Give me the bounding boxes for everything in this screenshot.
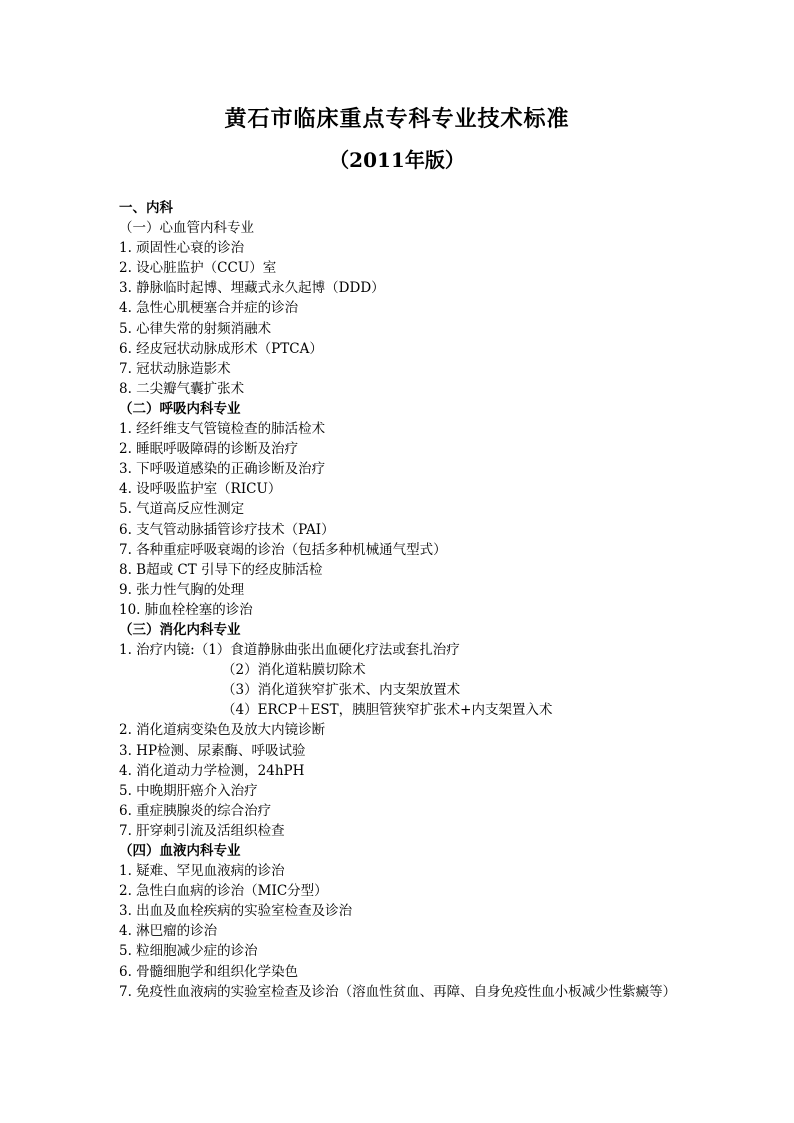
list-item: 5. 中晚期肝癌介入治疗 xyxy=(119,782,258,799)
list-item: 8. B超或 CT 引导下的经皮肺活检 xyxy=(119,561,323,578)
document-title: 黄石市临床重点专科专业技术标准 xyxy=(224,106,570,132)
list-item: 5. 心律失常的射频消融术 xyxy=(119,320,272,337)
list-item: 4. 淋巴瘤的诊治 xyxy=(119,923,218,940)
list-item: （3）消化道狭窄扩张术、内支架放置术 xyxy=(222,682,461,699)
list-item: 4. 急性心肌梗塞合并症的诊治 xyxy=(119,300,299,317)
section-heading: 一、内科 xyxy=(119,200,173,216)
section-heading: （四）血液内科专业 xyxy=(119,843,241,859)
list-item: 9. 张力性气胸的处理 xyxy=(119,581,245,598)
list-item: 3. 出血及血栓疾病的实验室检查及诊治 xyxy=(119,903,353,920)
document-subtitle: （2011年版） xyxy=(329,148,465,172)
list-item: 3. 静脉临时起博、埋藏式永久起博（DDD） xyxy=(119,280,385,297)
list-item: 7. 各种重症呼吸衰竭的诊治（包括多种机械通气型式） xyxy=(119,541,447,558)
list-item: 7. 免疫性血液病的实验室检查及诊治（溶血性贫血、再障、自身免疫性血小板减少性紫癜等） xyxy=(119,983,677,1000)
list-item: 1. 顽固性心衰的诊治 xyxy=(119,240,245,257)
section-heading: （二）呼吸内科专业 xyxy=(119,400,241,417)
list-item: 1. 治疗内镜:（1）食道静脉曲张出血硬化疗法或套扎治疗 xyxy=(119,642,460,659)
list-item: 2. 设心脏监护（CCU）室 xyxy=(119,260,277,277)
list-item: 5. 气道高反应性测定 xyxy=(119,501,245,518)
list-item: 4. 设呼吸监护室（RICU） xyxy=(119,481,282,498)
list-item: 1. 疑难、罕见血液病的诊治 xyxy=(119,863,285,880)
list-item: 7. 肝穿刺引流及活组织检查 xyxy=(119,822,285,839)
list-item: 2. 睡眠呼吸障碍的诊断及治疗 xyxy=(119,441,299,458)
list-item: 2. 消化道病变染色及放大内镜诊断 xyxy=(119,722,326,739)
list-item: 6. 经皮冠状动脉成形术（PTCA） xyxy=(119,340,323,357)
list-item: 7. 冠状动脉造影术 xyxy=(119,360,231,377)
list-item: 5. 粒细胞减少症的诊治 xyxy=(119,943,258,960)
list-item: 3. 下呼吸道感染的正确诊断及治疗 xyxy=(119,461,326,478)
list-item: 2. 急性白血病的诊治（MIC分型） xyxy=(119,883,328,900)
list-item: （4）ERCP＋EST，胰胆管狭窄扩张术+内支架置入术 xyxy=(222,702,553,719)
list-item: （2）消化道粘膜切除术 xyxy=(222,662,366,679)
list-item: 8. 二尖瓣气囊扩张术 xyxy=(119,380,245,397)
list-item: 3. HP检测、尿素酶、呼吸试验 xyxy=(119,742,306,759)
list-item: （一）心血管内科专业 xyxy=(119,220,254,237)
list-item: 1. 经纤维支气管镜检查的肺活检术 xyxy=(119,421,326,438)
list-item: 6. 骨髓细胞学和组织化学染色 xyxy=(119,963,299,980)
list-item: 4. 消化道动力学检测，24hPH xyxy=(119,762,305,779)
list-item: 6. 支气管动脉插管诊疗技术（PAI） xyxy=(119,521,335,538)
list-item: 10. 肺血栓栓塞的诊治 xyxy=(119,601,253,618)
list-item: 6. 重症胰腺炎的综合治疗 xyxy=(119,802,272,819)
section-heading: （三）消化内科专业 xyxy=(119,621,241,638)
document-body xyxy=(119,198,689,1002)
